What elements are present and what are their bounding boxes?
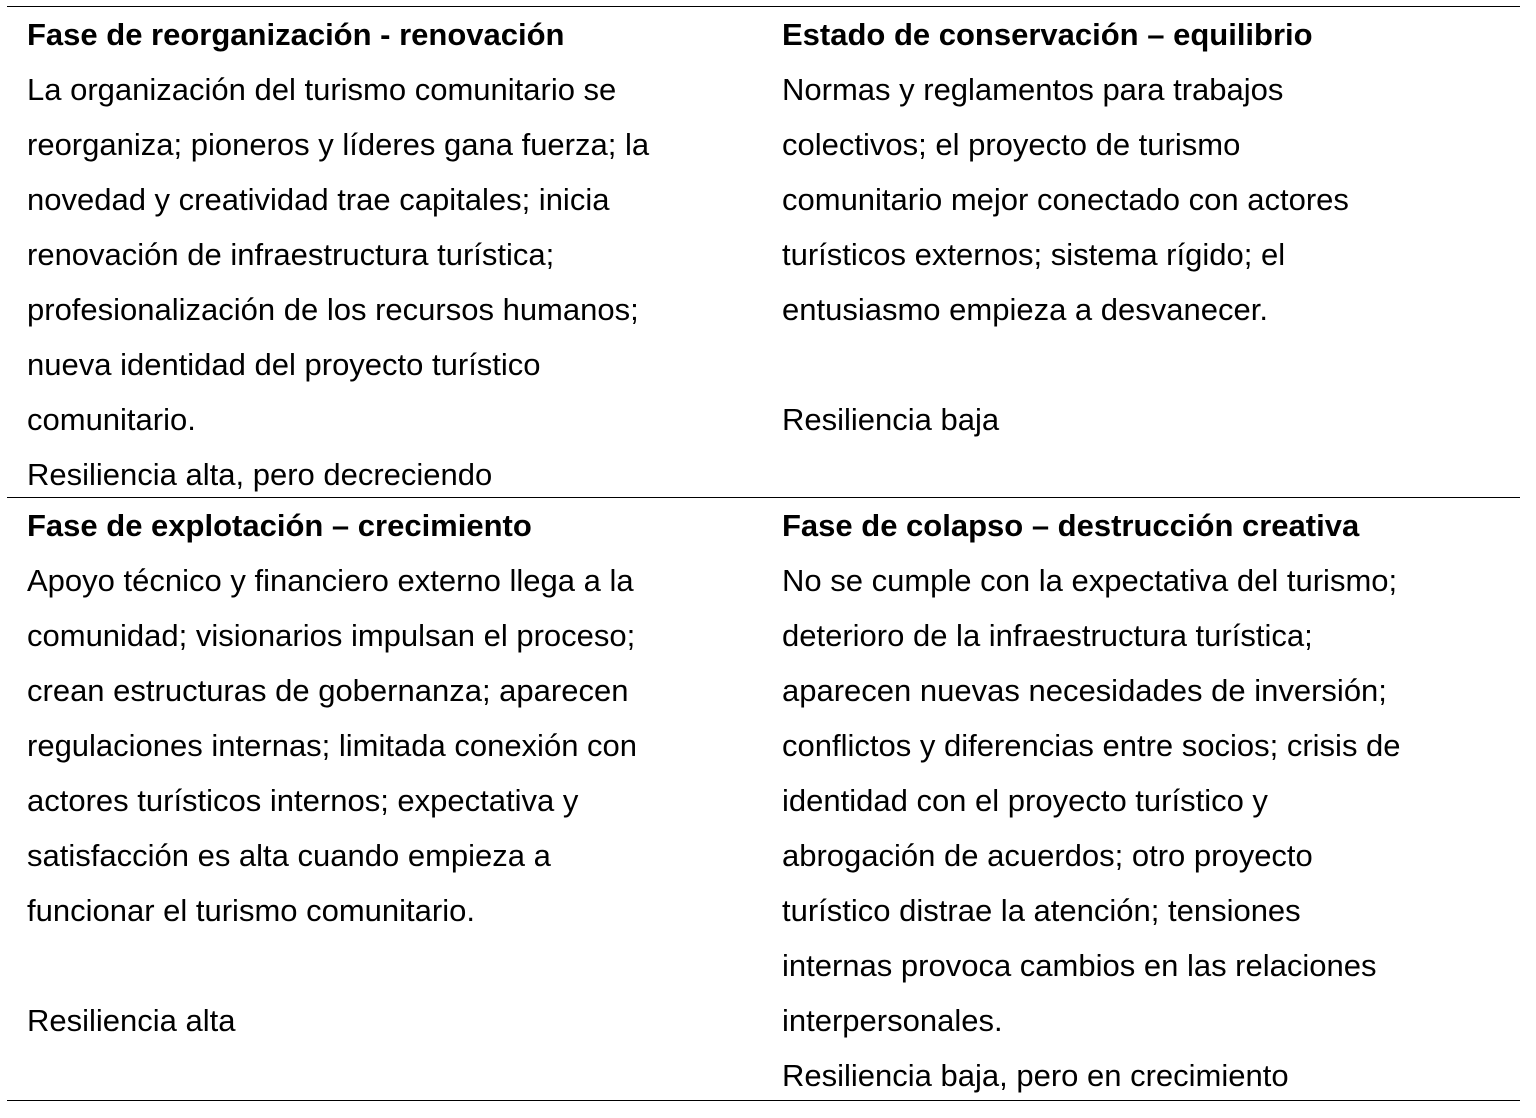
cell-text-line: turístico distrae la atención; tensiones (782, 893, 1301, 928)
blank-line (27, 938, 762, 993)
cell-text-line: identidad con el proyecto turístico y (782, 783, 1268, 818)
cell-text-line: crean estructuras de gobernanza; aparecen (27, 673, 629, 708)
cell-text-line: renovación de infraestructura turística; (27, 237, 555, 272)
cell-body (782, 553, 1520, 1103)
cell-text-line: interpersonales. (782, 1003, 1003, 1038)
cell-collapse (762, 498, 1520, 1100)
cell-conservation (762, 7, 1520, 497)
resilience-label: Resiliencia baja (782, 402, 1000, 437)
cell-body (782, 62, 1520, 447)
cell-title: Fase de explotación – crecimiento (27, 508, 532, 543)
table-row-top (7, 7, 1520, 497)
cell-body (27, 62, 762, 502)
cell-body (27, 553, 762, 1048)
resilience-label: Resiliencia baja, pero en crecimiento (782, 1058, 1289, 1093)
cell-text-line: entusiasmo empieza a desvanecer. (782, 292, 1268, 327)
cell-text-line: aparecen nuevas necesidades de inversión; (782, 673, 1387, 708)
cell-text-line: No se cumple con la expectativa del turismo; (782, 563, 1398, 598)
cell-text-line: novedad y creatividad trae capitales; inicia (27, 182, 610, 217)
cell-text-line: regulaciones internas; limitada conexión con (27, 728, 638, 763)
cell-text-line: La organización del turismo comunitario se (27, 72, 617, 107)
cell-text-line: satisfacción es alta cuando empieza a (27, 838, 551, 873)
cell-exploitation (7, 498, 762, 1100)
cell-text-line: turísticos externos; sistema rígido; el (782, 237, 1286, 272)
cell-text-line: actores turísticos internos; expectativa y (27, 783, 579, 818)
cell-title: Fase de colapso – destrucción creativa (782, 508, 1360, 543)
cell-text-line: nueva identidad del proyecto turístico (27, 347, 541, 382)
cell-text-line: comunidad; visionarios impulsan el proceso; (27, 618, 636, 653)
adaptive-cycle-table (7, 6, 1520, 1101)
cell-text-line: colectivos; el proyecto de turismo (782, 127, 1241, 162)
cell-reorganization (7, 7, 762, 497)
cell-text-line: comunitario. (27, 402, 196, 437)
cell-text-line: profesionalización de los recursos humanos; (27, 292, 639, 327)
cell-text-line: Apoyo técnico y financiero externo llega a la (27, 563, 634, 598)
cell-text-line: comunitario mejor conectado con actores (782, 182, 1349, 217)
blank-line (782, 337, 1520, 392)
resilience-label: Resiliencia alta, pero decreciendo (27, 457, 493, 492)
resilience-label: Resiliencia alta (27, 1003, 236, 1038)
cell-text-line: funcionar el turismo comunitario. (27, 893, 475, 928)
cell-text-line: internas provoca cambios en las relaciones (782, 948, 1377, 983)
cell-title: Fase de reorganización - renovación (27, 17, 565, 52)
cell-text-line: abrogación de acuerdos; otro proyecto (782, 838, 1313, 873)
cell-text-line: conflictos y diferencias entre socios; crisis de (782, 728, 1401, 763)
cell-text-line: deterioro de la infraestructura turística; (782, 618, 1313, 653)
cell-text-line: Normas y reglamentos para trabajos (782, 72, 1284, 107)
cell-text-line: reorganiza; pioneros y líderes gana fuerza; la (27, 127, 650, 162)
cell-title: Estado de conservación – equilibrio (782, 17, 1313, 52)
table-row-bottom (7, 497, 1520, 1100)
